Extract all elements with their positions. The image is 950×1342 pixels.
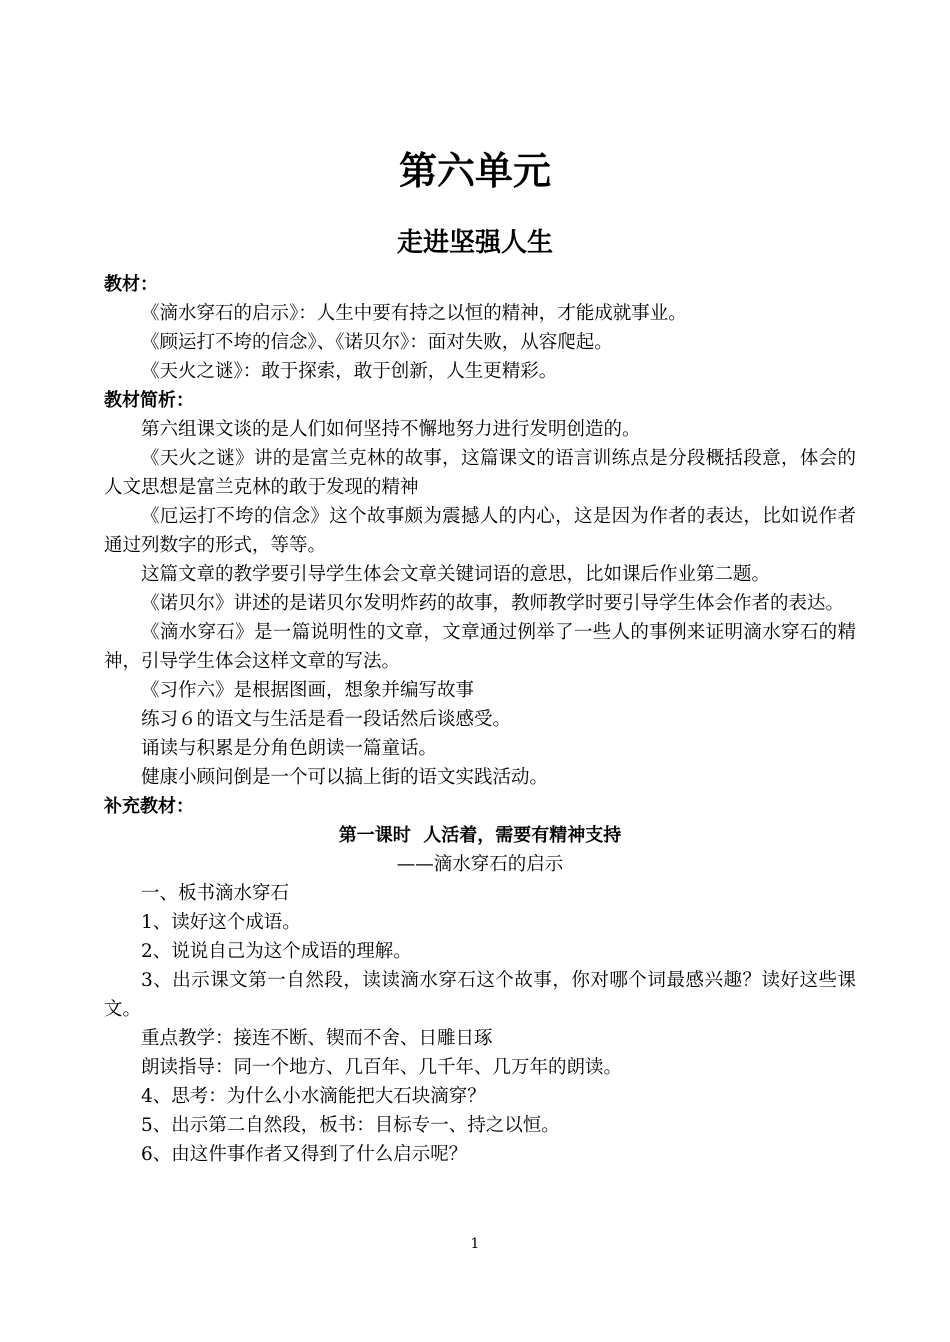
unit-title: 第六单元 <box>398 149 551 193</box>
analysis-paragraph: 健康小顾问倒是一个可以搞上街的语文实践活动。 <box>141 767 549 788</box>
analysis-paragraph: 第六组课文谈的是人们如何坚持不懈地努力进行发明创造的。 <box>141 419 641 440</box>
analysis-paragraph: 诵读与积累是分角色朗读一篇童话。 <box>141 738 438 759</box>
analysis-paragraph: 《滴水穿石》是一篇说明性的文章，文章通过例举了一些人的事例来证明滴水穿石的精神，引导学生体会这样文章的写法。 <box>104 622 856 672</box>
document-body <box>104 270 856 1169</box>
lesson-step: 重点教学：接连不断、锲而不舍、日雕日琢 <box>141 1028 493 1049</box>
analysis-paragraph: 《习作六》是根据图画，想象并编写故事 <box>141 680 475 701</box>
analysis-paragraph: 练习６的语文与生活是看一段话然后谈感受。 <box>141 709 512 730</box>
lesson-step: 1、读好这个成语。 <box>141 912 301 933</box>
supplement-heading: 补充教材： <box>104 796 194 817</box>
analysis-paragraph: 《厄运打不垮的信念》这个故事颇为震撼人的内心，这是因为作者的表达，比如说作者通过列数字的形式，等等。 <box>104 506 856 556</box>
analysis-paragraph: 《诺贝尔》讲述的是诺贝尔发明炸药的故事，教师教学时要引导学生体会作者的表达。 <box>141 593 845 614</box>
lesson-title: 第一课时 人活着，需要有精神支持 <box>338 825 622 846</box>
lesson-step: 朗读指导：同一个地方、几百年、几千年、几万年的朗读。 <box>141 1057 623 1078</box>
materials-item: 《滴水穿石的启示》：人生中要有持之以恒的精神，才能成就事业。 <box>141 303 687 324</box>
lesson-step: 5、出示第二自然段，板书：目标专一、持之以恒。 <box>141 1115 560 1136</box>
materials-heading: 教材： <box>104 274 158 295</box>
lesson-step: 2、说说自己为这个成语的理解。 <box>141 941 412 962</box>
analysis-paragraph: 《天火之谜》讲的是富兰克林的故事，这篇课文的语言训练点是分段概括段意，体会的人文思想是富兰克林的敢于发现的精神 <box>104 448 856 498</box>
page-number: 1 <box>470 1236 480 1252</box>
analysis-heading: 教材简析： <box>104 390 194 411</box>
lesson-subtitle: ——滴水穿石的启示 <box>396 854 564 875</box>
analysis-paragraph: 这篇文章的教学要引导学生体会文章关键词语的意思，比如课后作业第二题。 <box>141 564 771 585</box>
materials-item: 《天火之谜》：敢于探索，敢于创新，人生更精彩。 <box>141 361 558 382</box>
lesson-step: 6、由这件事作者又得到了什么启示呢？ <box>141 1144 468 1165</box>
lesson-step: 一、板书滴水穿石 <box>141 883 290 904</box>
lesson-step: 4、思考：为什么小水滴能把大石块滴穿？ <box>141 1086 486 1107</box>
lesson-step: 3、出示课文第一自然段，读读滴水穿石这个故事，你对哪个词最感兴趣？读好这些课文。 <box>104 970 856 1020</box>
theme-title: 走进坚强人生 <box>396 228 553 258</box>
materials-item: 《顾运打不垮的信念》、《诺贝尔》：面对失败，从容爬起。 <box>141 332 613 353</box>
